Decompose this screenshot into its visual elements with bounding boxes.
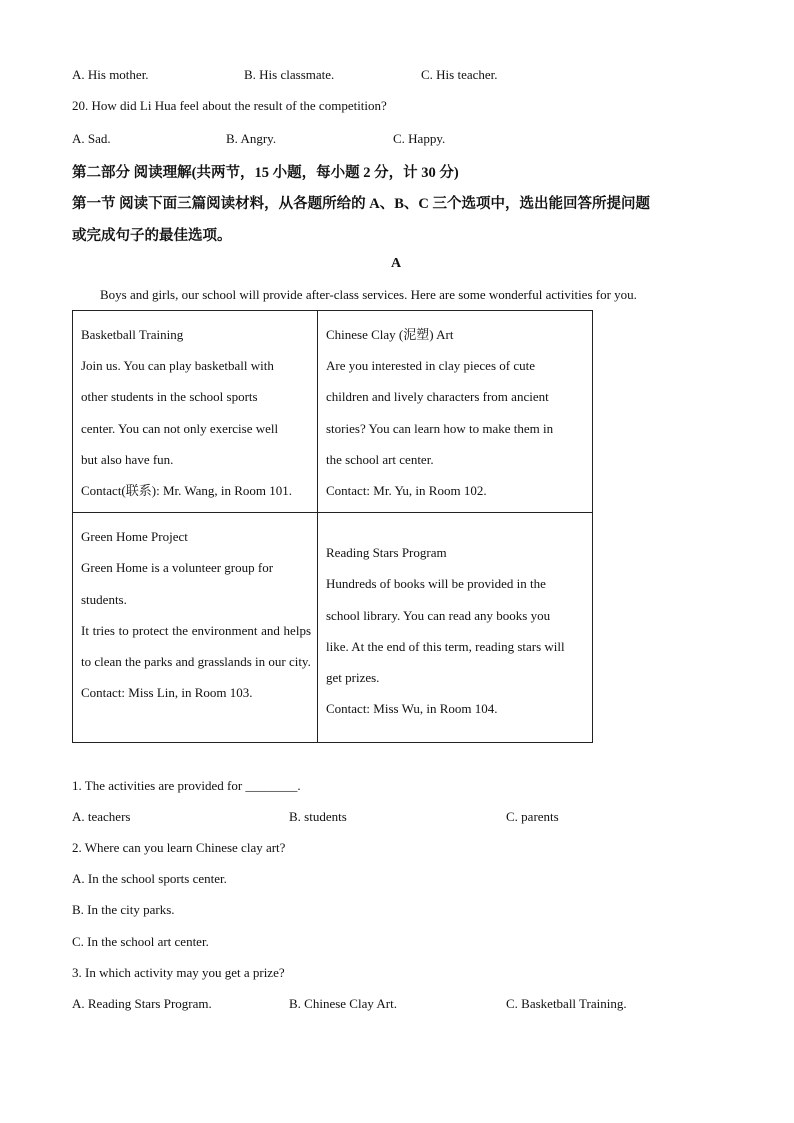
q2-option-a: A. In the school sports center.	[72, 871, 227, 886]
activities-table	[72, 310, 593, 743]
q1-question: 1. The activities are provided for ________.	[72, 778, 301, 793]
q19-option-c: C. His teacher.	[421, 67, 498, 82]
section1-heading-cont: 或完成句子的最佳选项。	[72, 228, 232, 244]
q1-option-c: C. parents	[506, 809, 559, 824]
activity-title: Chinese Clay (泥塑) Art	[326, 327, 454, 342]
activity-title: Basketball Training	[81, 327, 184, 342]
activity-text: Are you interested in clay pieces of cute	[326, 358, 535, 374]
activity-text: like. At the end of this term, reading stars will	[326, 638, 565, 654]
q19-option-a: A. His mother.	[72, 67, 149, 82]
activity-clay	[318, 311, 593, 513]
q3-option-b: B. Chinese Clay Art.	[289, 996, 397, 1011]
q20-option-c: C. Happy.	[393, 131, 446, 146]
part2-heading: 第二部分 阅读理解(共两节，15 小题，每小题 2 分，计 30 分)	[72, 165, 459, 181]
section1-heading: 第一节 阅读下面三篇阅读材料，从各题所给的 A、B、C 三个选项中，选出能回答所提问题	[72, 196, 650, 212]
activity-contact: Contact: Miss Lin, in Room 103.	[81, 685, 253, 701]
q2-question: 2. Where can you learn Chinese clay art?	[72, 840, 286, 855]
q3-question: 3. In which activity may you get a prize?	[72, 965, 285, 980]
activity-contact: Contact(联系): Mr. Wang, in Room 101.	[81, 483, 293, 499]
q20-option-b: B. Angry.	[226, 131, 277, 146]
passage-letter: A	[391, 256, 402, 271]
activity-contact: Contact: Mr. Yu, in Room 102.	[326, 483, 487, 499]
q20-question: 20. How did Li Hua feel about the result of the competition?	[72, 98, 387, 113]
activity-text: other students in the school sports	[81, 389, 258, 405]
q2-option-b: B. In the city parks.	[72, 902, 175, 917]
activity-paragraph: It tries to protect the environment and helps to clean the parks and grasslands in our city.	[81, 622, 311, 670]
activity-text: Green Home is a volunteer group for	[81, 560, 274, 576]
activity-text: children and lively characters from ancient	[326, 389, 549, 405]
activity-title: Reading Stars Program	[326, 545, 447, 561]
activity-text: Join us. You can play basketball with	[81, 358, 274, 374]
q1-option-a: A. teachers	[72, 809, 131, 824]
activity-reading-stars	[318, 513, 593, 743]
activity-text: stories? You can learn how to make them in	[326, 420, 554, 436]
activity-text: students.	[81, 591, 127, 607]
passage-intro: Boys and girls, our school will provide after-class services. Here are some wonderful activities for you.	[100, 287, 637, 302]
q3-option-a: A. Reading Stars Program.	[72, 996, 212, 1011]
activity-contact: Contact: Miss Wu, in Room 104.	[326, 701, 498, 717]
q2-option-c: C. In the school art center.	[72, 934, 209, 949]
activity-basketball	[73, 311, 318, 513]
q3-option-c: C. Basketball Training.	[506, 996, 627, 1011]
activity-text: but also have fun.	[81, 451, 174, 467]
activity-green-home	[73, 513, 318, 743]
q20-option-a: A. Sad.	[72, 131, 111, 146]
activity-title: Green Home Project	[81, 529, 188, 545]
activity-text: school library. You can read any books you	[326, 607, 551, 623]
activity-text: center. You can not only exercise well	[81, 420, 279, 436]
q19-option-b: B. His classmate.	[244, 67, 335, 82]
activity-text: Hundreds of books will be provided in the	[326, 576, 546, 592]
activity-text: the school art center.	[326, 451, 434, 467]
activity-text: get prizes.	[326, 670, 380, 686]
q1-option-b: B. students	[289, 809, 347, 824]
